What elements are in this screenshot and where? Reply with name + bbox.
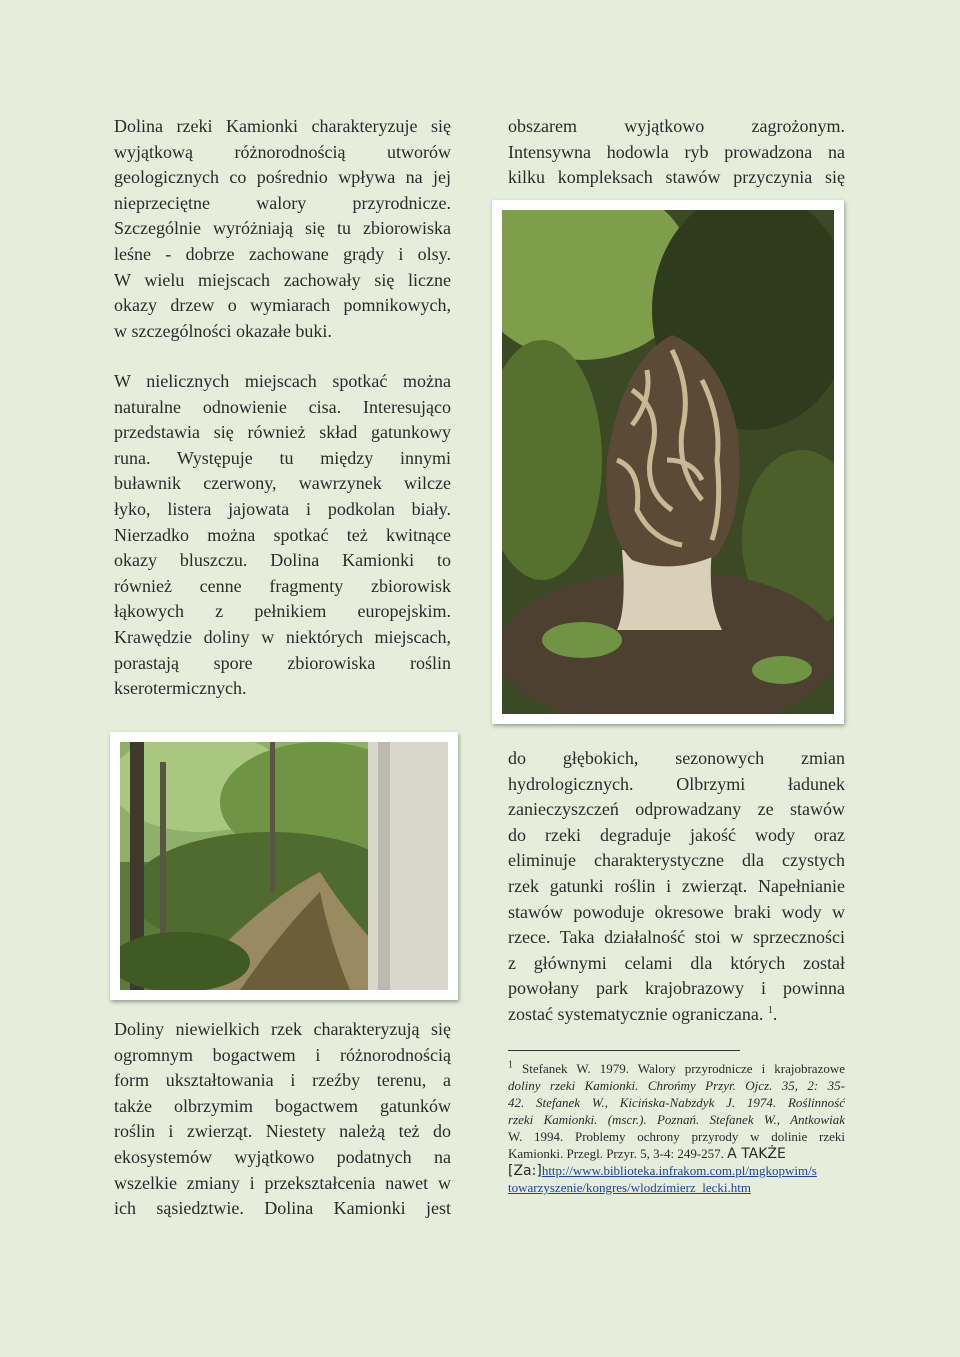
threat-paragraph bbox=[508, 114, 845, 191]
text-line: leśne - dobrze zachowane grądy i olsy. bbox=[114, 243, 451, 264]
text-line: geologicznych co pośrednio wpływa na jej bbox=[114, 167, 451, 188]
text-line: z głównymi celami dla których został bbox=[508, 952, 845, 973]
text-line: Dolina rzeki Kamionki charakteryzuje się bbox=[114, 116, 451, 136]
text-line: także olbrzymim bogactwem gatunków bbox=[114, 1095, 451, 1116]
paragraph-last-line: zostać systematycznie ograniczana. $^1$. bbox=[508, 1003, 778, 1024]
text-line: ogromnym bogactwem i różnorodnością bbox=[114, 1044, 451, 1065]
text-line: porastają spore zbiorowiska roślin bbox=[114, 652, 451, 673]
footnote: $^1$ Stefanek W. 1979. Walory przyrodnicze i krajobrazowe doliny rzeki Kamionki. Chrońmy Przyr. Ojcz. 35, 2: 35- 42. Stefanek W., Kicińska-Nabzdyk J. 1974. Roślinność rzeki Kamionki. (mscr.). Poznań. Stefanek W., Antkowiak W. 1994. Problemy ochrony przyrody w dolinie rzeki Kamionki. Przegl. Przyr. 5, 3-4: 249-257. A TAKŻE [Za:]http://www.biblioteka.infrakom.com.pl/mgkopwim/s towarzyszenie/kongres/wlodzimierz_lecki.htm bbox=[508, 1059, 846, 1195]
text-line: W nielicznych miejscach spotkać można bbox=[114, 371, 451, 391]
valleys-paragraph bbox=[114, 1017, 451, 1222]
text-line: do rzeki degraduje jakość wody oraz bbox=[508, 824, 845, 845]
text-line: przedstawia się również skład gatunkowy bbox=[114, 422, 451, 443]
text-line: eliminuje charakterystyczne dla czystych bbox=[508, 850, 845, 871]
text-line: nieprzeciętne walory przyrodnicze. bbox=[114, 192, 451, 213]
text-line: okazy bluszczu. Dolina Kamionki to bbox=[114, 550, 451, 571]
text-line: hydrologicznych. Olbrzymi ładunek bbox=[508, 773, 845, 794]
text-line: łyko, listera jajowata i podkolan biały. bbox=[114, 498, 451, 519]
text-line: kilku kompleksach stawów przyczynia się bbox=[508, 167, 845, 188]
text-line: powołany park krajobrazowy i powinna bbox=[508, 978, 845, 999]
footnote-divider bbox=[508, 1050, 740, 1051]
text-line: w szczególności okazałe buki. bbox=[114, 320, 332, 341]
forest-photo bbox=[110, 732, 458, 1000]
text-line: Doliny niewielkich rzek charakteryzują się bbox=[114, 1019, 451, 1039]
text-line: zanieczyszczeń odprowadzany ze stawów bbox=[508, 799, 845, 820]
reference-link[interactable]: http://www.biblioteka.infrakom.com.pl/mgkopwim/s bbox=[541, 1163, 817, 1178]
text-line: Krawędzie doliny w niektórych miejscach, bbox=[114, 626, 451, 647]
text-line: łąkowych z pełnikiem europejskim. bbox=[114, 601, 451, 622]
text-line: ekosystemów wyjątkowo podatnych na bbox=[114, 1146, 451, 1167]
text-line: buławnik czerwony, wawrzynek wilcze bbox=[114, 473, 451, 494]
text-line: rzek gatunki roślin i zwierząt. Napełnianie bbox=[508, 875, 845, 896]
morel-mushroom-photo bbox=[492, 200, 844, 724]
text-line: form ukształtowania i rzeźby terenu, a bbox=[114, 1070, 451, 1091]
reference-link-continued[interactable]: towarzyszenie/kongres/wlodzimierz_lecki.htm bbox=[508, 1180, 751, 1195]
text-line: wyjątkową różnorodnością utworów bbox=[114, 141, 451, 162]
text-line: roślin i zwierząt. Niestety należą też do bbox=[114, 1121, 451, 1142]
intro-paragraph bbox=[114, 114, 451, 344]
text-line: Szczególnie wyróżniają się tu zbiorowiska bbox=[114, 218, 451, 239]
flora-paragraph bbox=[114, 369, 451, 702]
text-line: kserotermicznych. bbox=[114, 678, 247, 699]
text-line: ich sąsiedztwie. Dolina Kamionki jest bbox=[114, 1198, 451, 1219]
hydrology-paragraph bbox=[508, 746, 845, 1028]
text-line: naturalne odnowienie cisa. Interesująco bbox=[114, 396, 451, 417]
text-line: wszelkie zmiany i przekształcenia nawet w bbox=[114, 1172, 451, 1193]
text-line: runa. Występuje tu między innymi bbox=[114, 447, 451, 468]
text-line: stawów powoduje okresowe braki wody w bbox=[508, 901, 845, 922]
text-line: rzece. Taka działalność stoi w sprzeczności bbox=[508, 927, 845, 948]
text-line: Intensywna hodowla ryb prowadzona na bbox=[508, 141, 845, 162]
text-line: okazy drzew o wymiarach pomnikowych, bbox=[114, 295, 451, 316]
text-line: obszarem wyjątkowo zagrożonym. bbox=[508, 116, 845, 136]
text-line: również cenne fragmenty zbiorowisk bbox=[114, 575, 451, 596]
footnote-number: 1 bbox=[508, 1059, 513, 1071]
text-line: do głębokich, sezonowych zmian bbox=[508, 748, 845, 768]
footnote-reference: 1 bbox=[767, 1004, 773, 1016]
text-line: W wielu miejscach zachowały się liczne bbox=[114, 269, 451, 290]
text-line: Nierzadko można spotkać też kwitnące bbox=[114, 524, 451, 545]
